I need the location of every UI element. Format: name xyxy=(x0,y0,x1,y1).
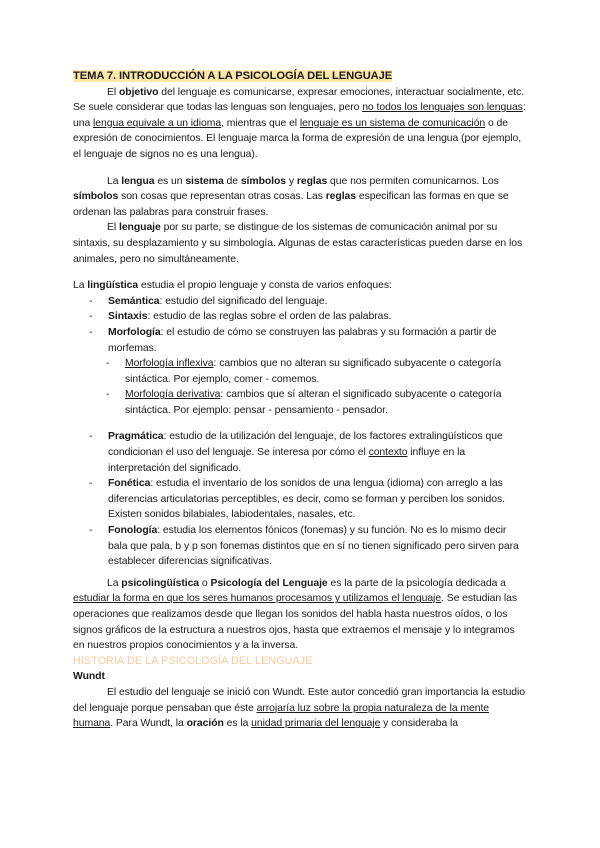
spacer xyxy=(73,418,527,429)
text-run: La xyxy=(73,280,88,292)
text-run: La xyxy=(107,175,122,187)
bold-term: lengua xyxy=(121,175,155,187)
document-body xyxy=(73,69,527,732)
text-run: El xyxy=(107,86,119,98)
list-item-semantica xyxy=(73,294,527,310)
page-title: TEMA 7. INTRODUCCIÓN A LA PSICOLOGÍA DEL LENGUAJE xyxy=(73,70,393,82)
underlined-phrase: no todos los lenguajes son lenguas xyxy=(362,102,523,114)
spacer xyxy=(73,267,527,278)
underlined-phrase: arrojaría luz sobre la propia naturaleza de la mente humana xyxy=(73,702,490,730)
underlined-phrase: unidad primaria del lenguaje xyxy=(251,718,381,730)
text-run: : el estudio de cómo se construyen las palabras y su formación a partir de morfemas. xyxy=(108,326,497,354)
text-run: y consideraba la xyxy=(380,718,459,730)
text-run: es la parte de la psicología dedicada a xyxy=(327,577,506,589)
approaches-list xyxy=(73,294,527,356)
section-heading: HISTORIA DE LA PSICOLOGÍA DEL LENGUAJE xyxy=(73,654,313,667)
text-run: , mientras que el xyxy=(221,117,300,129)
list-item-morfologia xyxy=(73,325,527,356)
title-line xyxy=(73,69,527,85)
bold-term: objetivo xyxy=(118,86,159,98)
text-run: : cambios que sí alteran el significado subyacente o categoría sintáctica. Por ejemplo: pensar - pensamiento - pensador. xyxy=(125,389,502,416)
underlined-phrase: Morfología inflexiva xyxy=(125,358,214,370)
bold-term: símbolos xyxy=(73,191,119,203)
bold-term: reglas xyxy=(325,191,357,203)
bold-term: oración xyxy=(186,718,224,730)
bold-term: Semántica xyxy=(108,295,160,307)
text-run: : estudio de la utilización del lenguaje, de los factores extralingüísticos que condicionan el uso del lenguaje. Se interesa por cómo el xyxy=(108,431,503,459)
text-run: : estudio del significado del lenguaje. xyxy=(159,295,328,307)
bold-term: psicolingüística xyxy=(121,577,200,589)
bold-term: lenguaje xyxy=(118,222,161,234)
list-item-pragmatica xyxy=(73,429,527,476)
spacer xyxy=(73,163,527,174)
text-run: . Para Wundt, la xyxy=(110,718,187,730)
text-run: de xyxy=(223,175,241,187)
text-run: y xyxy=(286,175,297,187)
text-run: : una xyxy=(73,102,526,129)
underlined-phrase: lenguaje es un sistema de comunicación xyxy=(299,117,486,129)
bold-term: Psicología del Lenguaje xyxy=(210,577,328,589)
bold-term: Pragmática xyxy=(108,431,164,443)
text-run: por su parte, se distingue de los sistemas de comunicación animal por su sintaxis, su desplazamiento y su simbología. Algunas de estas características pueden darse en los animales, pero no simultáneamente. xyxy=(73,222,523,265)
paragraph-psicolinguistica xyxy=(73,576,527,654)
text-run: o de expresión de conocimientos. El lenguaje marca la forma de expresión de una lengua (por ejemplo, el lenguaje de signos no es una lengua). xyxy=(73,117,522,160)
text-run: influye en la interpretación del significado. xyxy=(108,447,466,474)
bold-term: reglas xyxy=(296,175,328,187)
text-run: : estudia el inventario de los sonidos de una lengua (idioma) con arreglo a las diferencias articulatorias perceptibles, es decir, como se forman y perciben los sonidos. Existen sonidos bilabiales, labiodentales, nasales, etc. xyxy=(108,478,505,521)
paragraph-linguistica xyxy=(73,278,527,294)
paragraph-lenguaje xyxy=(73,220,527,267)
bold-term: Sintaxis xyxy=(108,311,148,323)
text-run: La xyxy=(107,577,122,589)
text-run: : cambios que no alteran su significado subyacente o categoría sintáctica. Por ejemplo, comer - comemos. xyxy=(125,358,501,385)
list-item-fonologia xyxy=(73,523,527,570)
text-run: : estudio de las reglas sobre el orden de las palabras. xyxy=(147,311,392,323)
morphology-sublist xyxy=(73,356,527,418)
paragraph-wundt xyxy=(73,685,527,732)
sublist-item-derivativa xyxy=(73,387,527,418)
text-run: : estudia los elementos fónicos (fonemas) y su función. No es lo mismo decir bala que pala, b y p son fonemas distintos que en sí no tienen significado pero sirven para establecer diferencias significativas. xyxy=(108,525,519,568)
paragraph-lengua xyxy=(73,174,527,221)
text-run: es la xyxy=(223,718,252,730)
text-run: El estudio del lenguaje se inició con Wundt. Este autor concedió gran importancia la estudio del lenguaje porque pensaban que éste xyxy=(73,686,526,714)
bold-term: Fonología xyxy=(108,525,158,537)
underlined-phrase: contexto xyxy=(368,447,408,459)
bold-term: lingüística xyxy=(87,280,139,292)
text-run: son cosas que representan otras cosas. Las xyxy=(118,191,326,203)
text-run: especifican las formas en que se ordenan las palabras para construir frases. xyxy=(73,191,509,218)
list-item-sintaxis xyxy=(73,309,527,325)
text-run: estudia el propio lenguaje y consta de varios enfoques: xyxy=(138,280,392,292)
text-run: El xyxy=(107,222,119,234)
approaches-list-continued xyxy=(73,429,527,569)
text-run: del lenguaje es comunicarse, expresar emociones, interactuar socialmente, etc. Se suele considerar que todas las lenguas son lenguajes, pero xyxy=(73,86,525,114)
text-run: o xyxy=(199,577,211,589)
subsection-heading: Wundt xyxy=(73,671,105,683)
paragraph-objetivo xyxy=(73,85,527,163)
underlined-phrase: estudiar la forma en que los seres humanos procesamos y utilizamos el lenguaje xyxy=(73,593,442,605)
underlined-phrase: Morfología derivativa xyxy=(125,389,221,401)
bold-term: símbolos xyxy=(240,175,287,187)
text-run: que nos permiten comunicarnos. Los xyxy=(327,175,499,187)
sublist-item-inflexiva xyxy=(73,356,527,387)
bold-term: Morfología xyxy=(108,326,161,338)
underlined-phrase: lengua equivale a un idioma xyxy=(93,117,222,129)
text-run: . Se estudian las operaciones que realizamos desde que llegan los sonidos del habla hasta nuestros oídos, o los signos gráficos de la estructura a nuestros ojos, hasta que extraemos el mensaje y lo integramos en nuestros propios conocimientos y a la inversa. xyxy=(73,593,518,652)
text-run: es un xyxy=(154,175,186,187)
bold-term: Fonética xyxy=(108,478,151,490)
bold-term: sistema xyxy=(185,175,224,187)
list-item-fonetica xyxy=(73,476,527,523)
